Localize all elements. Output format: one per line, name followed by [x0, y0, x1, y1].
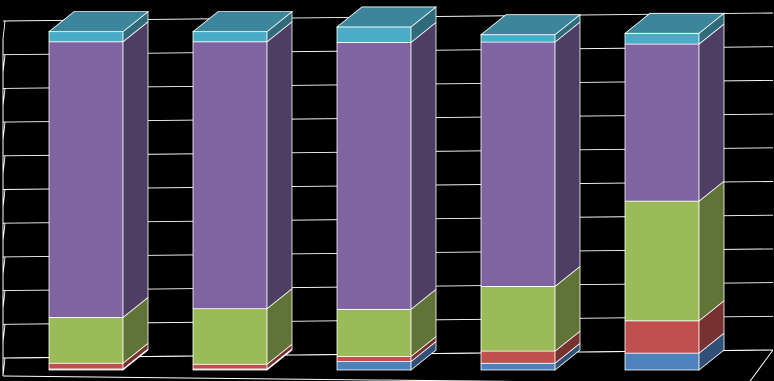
floor-right-edge [748, 350, 773, 381]
bar-segment [625, 33, 699, 44]
bar-segment-side [699, 181, 724, 321]
bar-segment [625, 353, 699, 370]
bar-segment [337, 357, 411, 362]
bars-layer [49, 7, 724, 370]
bar-segment-side [267, 22, 292, 309]
bar-segment [337, 309, 411, 356]
bar-segment [481, 351, 555, 363]
bar-segment [625, 44, 699, 201]
bar-segment [49, 32, 123, 42]
bar-segment [49, 363, 123, 369]
floor-front-edge [3, 376, 748, 381]
bar-segment [481, 363, 555, 370]
bar-segment [193, 309, 267, 365]
bar-segment [625, 321, 699, 353]
bar-segment [193, 42, 267, 309]
bar-segment [481, 42, 555, 286]
bar-segment [625, 201, 699, 321]
bar-segment-side [555, 22, 580, 286]
bar-segment-side [123, 22, 148, 318]
bar-segment [49, 42, 123, 318]
bar-segment [193, 364, 267, 369]
bar-segment [337, 27, 411, 43]
bar-segment-side [699, 24, 724, 201]
bar-segment-side [411, 22, 436, 309]
bar-segment [481, 286, 555, 351]
bar-segment [193, 32, 267, 42]
bar-segment [481, 35, 555, 42]
bar-segment [337, 362, 411, 370]
wall-gridline [3, 21, 5, 39]
bar-segment [49, 317, 123, 363]
bar-segment [337, 42, 411, 309]
